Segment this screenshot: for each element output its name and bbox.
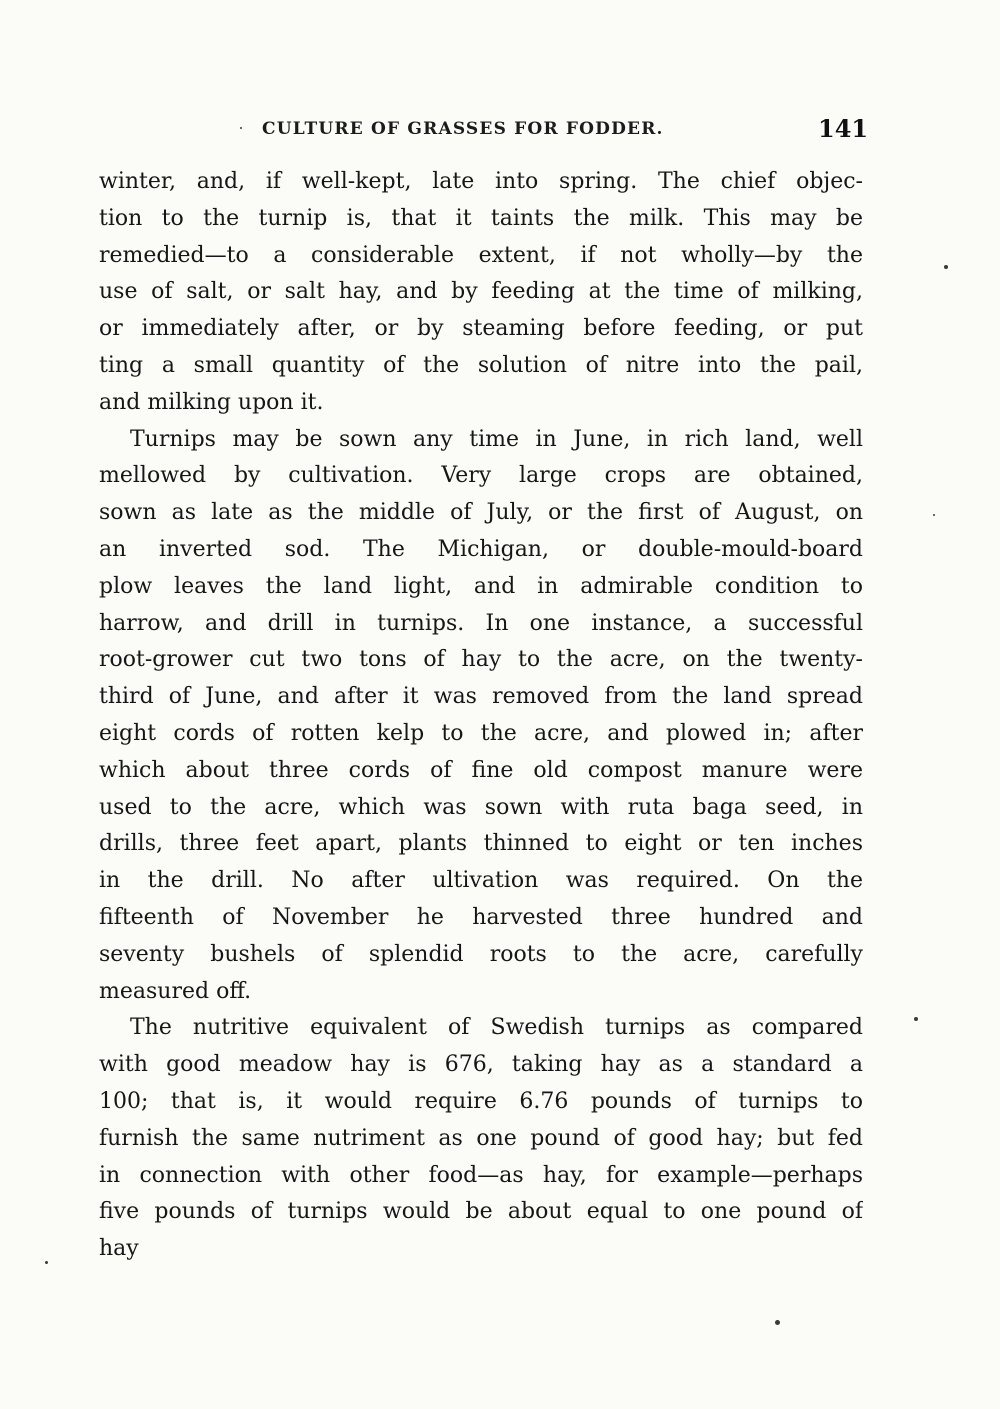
text-line: fifteenth of November he harvested three hundred and [99,904,863,930]
text-line: with good meadow hay is 676, taking hay as a standard a [99,1052,863,1078]
text-line: seventy bushels of splendid roots to the acre, carefully [99,941,863,967]
text-line: in connection with other food—as hay, for example—perhaps [99,1162,863,1188]
scan-speck [933,514,935,516]
scan-speck [240,127,242,129]
paragraph-3 [99,1010,863,1268]
text-line: The nutritive equivalent of Swedish turnips as compared [130,1015,863,1041]
paragraph-1 [99,164,863,422]
text-line: eight cords of rotten kelp to the acre, and plowed in; after [99,720,863,746]
text-line: remedied—to a considerable extent, if not wholly—by the [99,242,863,268]
text-line: tion to the turnip is, that it taints the milk. This may be [99,205,863,231]
text-line: ting a small quantity of the solution of nitre into the pail, [99,352,863,378]
text-line: an inverted sod. The Michigan, or double-mould-board [99,536,863,562]
text-line: used to the acre, which was sown with ruta baga seed, in [99,794,863,820]
text-line: measured off. [99,978,252,1004]
paragraph-2 [99,422,863,1011]
page-number: 141 [818,114,869,143]
text-line: harrow, and drill in turnips. In one instance, a successful [99,610,863,636]
text-line: which about three cords of fine old compost manure were [99,757,863,783]
text-line: in the drill. No after ultivation was required. On the [99,868,863,894]
text-line: Turnips may be sown any time in June, in rich land, well [130,426,863,452]
text-line: five pounds of turnips would be about equal to one pound of [99,1199,863,1225]
text-line: sown as late as the middle of July, or the first of August, on [99,500,863,526]
text-line: third of June, and after it was removed from the land spread [99,684,863,710]
scan-speck [914,1017,918,1021]
scan-speck [775,1320,780,1325]
text-line: or immediately after, or by steaming before feeding, or put [99,316,863,342]
text-line: drills, three feet apart, plants thinned to eight or ten inches [99,831,863,857]
text-line: furnish the same nutriment as one pound of good hay; but fed [99,1125,863,1151]
text-line: 100; that is, it would require 6.76 pounds of turnips to [99,1088,863,1114]
scan-speck [944,265,948,269]
text-line: root-grower cut two tons of hay to the acre, on the twenty- [99,647,863,673]
text-line: use of salt, or salt hay, and by feeding at the time of milking, [99,279,863,305]
body-text [99,164,863,1268]
scan-speck [45,1261,48,1264]
text-line: plow leaves the land light, and in admirable condition to [99,573,863,599]
running-title: CULTURE OF GRASSES FOR FODDER. [262,119,664,139]
text-line: and milking upon it. [99,389,324,415]
text-line: winter, and, if well-kept, late into spring. The chief objec- [99,169,863,194]
text-line: hay [99,1236,139,1262]
text-line: mellowed by cultivation. Very large crops are obtained, [99,463,863,489]
